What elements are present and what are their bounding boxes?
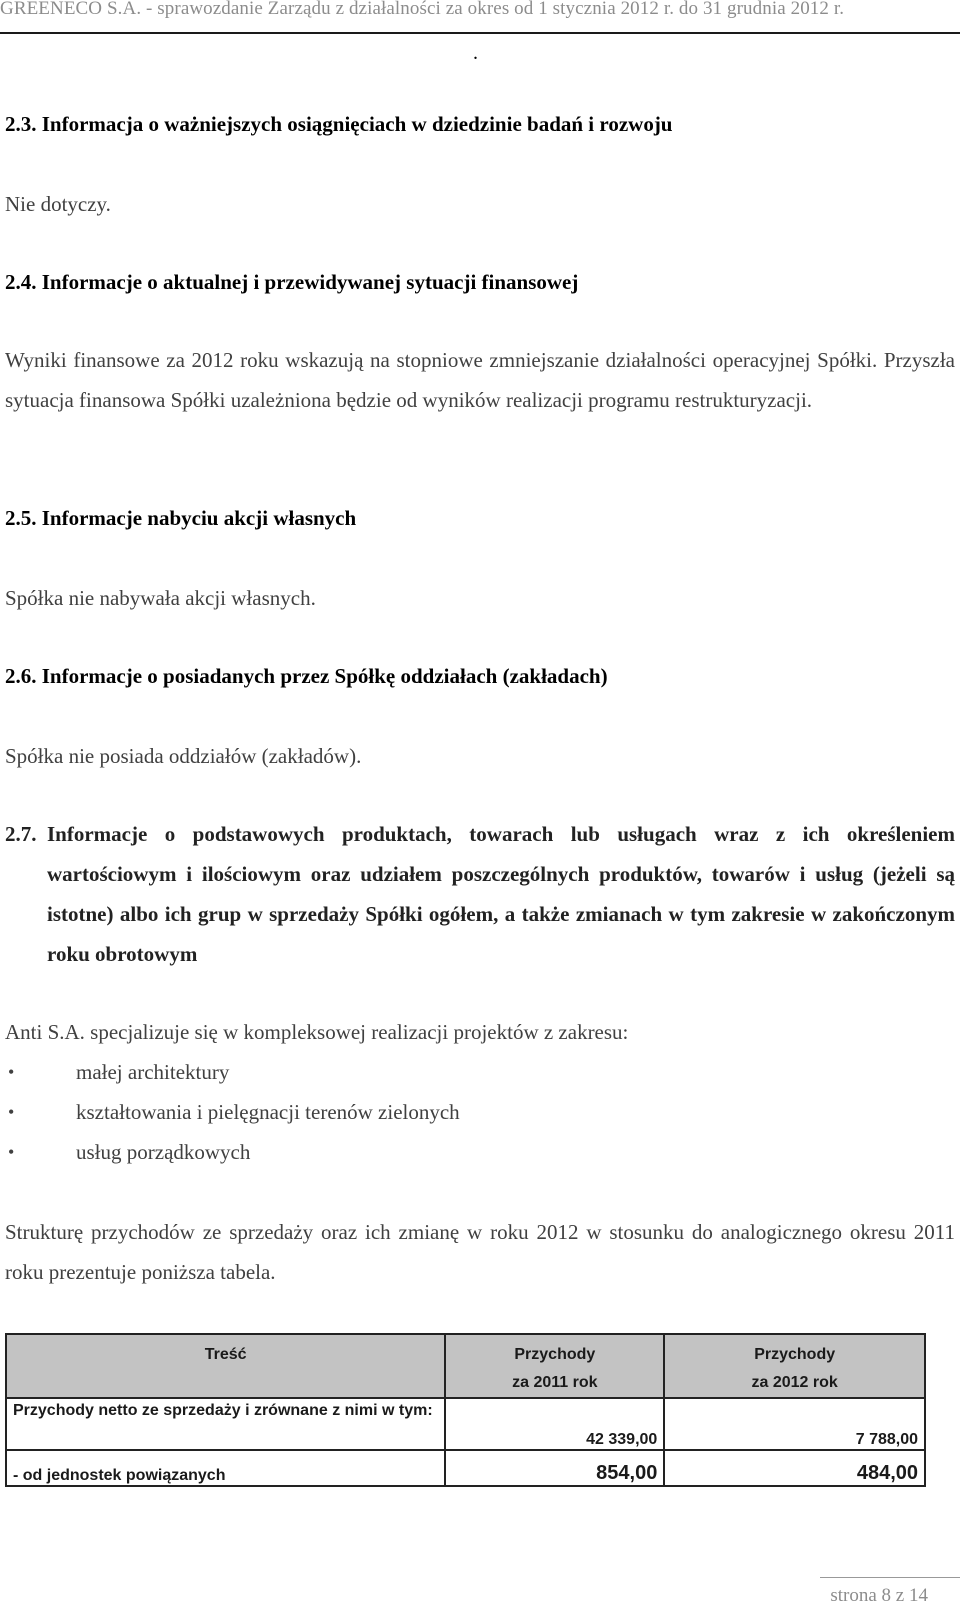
heading-2-3: 2.3. Informacja o ważniejszych osiągnięciach w dziedzinie badań i rozwoju <box>5 112 673 136</box>
bullet-icon: • <box>8 1062 15 1082</box>
table-cell-2012: 7 788,00 <box>664 1398 925 1450</box>
body-2-7-intro: Anti S.A. specjalizuje się w kompleksowej realizacji projektów z zakresu: <box>5 1020 629 1044</box>
body-2-5: Spółka nie nabywała akcji własnych. <box>5 586 316 610</box>
body-2-7-outro: Strukturę przychodów ze sprzedaży oraz ich zmianę w roku 2012 w stosunku do analogicznego okresu 2011 roku prezentuje poniższa tabela. <box>5 1220 955 1284</box>
header-divider <box>0 32 960 34</box>
body-2-3: Nie dotyczy. <box>5 192 111 216</box>
table-header-row <box>6 1334 925 1398</box>
footer-divider <box>820 1577 960 1578</box>
bullet-icon: • <box>8 1102 15 1122</box>
page-number: strona 8 z 14 <box>830 1585 928 1606</box>
table-cell-2012: 484,00 <box>664 1450 925 1486</box>
table-cell-label: Przychody netto ze sprzedaży i zrównane z nimi w tym: <box>6 1398 445 1450</box>
table-header-tresc: Treść <box>6 1334 445 1398</box>
list-item-label: usług porządkowych <box>76 1140 251 1164</box>
heading-2-7: Informacje o podstawowych produktach, towarach lub usługach wraz z ich określeniem wartościowym i ilościowym oraz udziałem poszczególnych produktów, towarów i usług (jeżeli są istotne) albo ich grup w sprzedaży Spółki ogółem, a także zmianach w tym zakresie w zakończonym roku obrotowym <box>47 822 955 966</box>
table-cell-label: - od jednostek powiązanych <box>6 1450 445 1486</box>
table-header-2011: Przychody za 2011 rok <box>445 1334 664 1398</box>
heading-2-7-number: 2.7. <box>5 822 37 846</box>
table-header-2012: Przychody za 2012 rok <box>664 1334 925 1398</box>
heading-2-5: 2.5. Informacje nabyciu akcji własnych <box>5 506 357 530</box>
body-2-4: Wyniki finansowe za 2012 roku wskazują na stopniowe zmniejszanie działalności operacyjnej Spółki. Przyszła sytuacja finansowa Spółki uzależniona będzie od wyników realizacji programu restrukturyzacji. <box>5 348 955 412</box>
heading-2-4: 2.4. Informacje o aktualnej i przewidywanej sytuacji finansowej <box>5 270 579 294</box>
header-dot: . <box>473 42 478 64</box>
table-cell-2011: 854,00 <box>445 1450 664 1486</box>
body-2-6: Spółka nie posiada oddziałów (zakładów). <box>5 744 362 768</box>
table-row <box>6 1450 925 1486</box>
revenue-table <box>5 1333 926 1487</box>
table-cell-2011: 42 339,00 <box>445 1398 664 1450</box>
list-item-label: małej architektury <box>76 1060 230 1084</box>
heading-2-6: 2.6. Informacje o posiadanych przez Spółkę oddziałach (zakładach) <box>5 664 608 688</box>
list-item-label: kształtowania i pielęgnacji terenów zielonych <box>76 1100 460 1124</box>
page-header-title: GREENECO S.A. - sprawozdanie Zarządu z działalności za okres od 1 stycznia 2012 r. do 31 grudnia 2012 r. <box>0 0 845 19</box>
bullet-icon: • <box>8 1142 15 1162</box>
table-row <box>6 1398 925 1450</box>
